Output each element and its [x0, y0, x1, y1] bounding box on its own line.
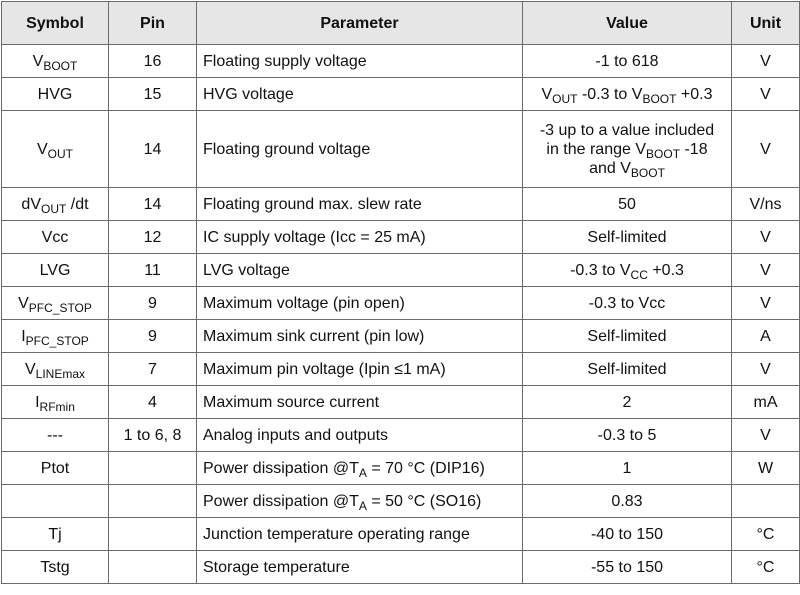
pin-cell: 15	[109, 78, 197, 111]
value-cell: $V_{OUT}$ -0.3 to $V_{BOOT} +0.3$	[523, 78, 732, 111]
symbol-cell: $I_{RFmin}$	[2, 386, 109, 419]
symbol-cell: Tj	[2, 518, 109, 551]
value-cell: -40 to 150	[523, 518, 732, 551]
header-row	[2, 2, 800, 45]
parameter-cell: HVG voltage	[197, 78, 523, 111]
symbol-cell: $V_{OUT}$	[2, 111, 109, 188]
unit-cell: mA	[732, 386, 800, 419]
value-cell: Self-limited	[523, 221, 732, 254]
symbol-cell: ---	[2, 419, 109, 452]
value-cell: Self-limited	[523, 320, 732, 353]
unit-cell: V	[732, 287, 800, 320]
header-unit: Unit	[732, 2, 800, 45]
parameter-cell: Storage temperature	[197, 551, 523, 584]
value-cell: -55 to 150	[523, 551, 732, 584]
pin-cell: 14	[109, 188, 197, 221]
symbol-cell: $I_{PFC\_STOP}$	[2, 320, 109, 353]
value-cell: -1 to 618	[523, 45, 732, 78]
absolute-maximum-ratings-table	[1, 1, 800, 584]
parameter-cell: Power dissipation $@T_A = 50$ °C (SO16)	[197, 485, 523, 518]
header-value: Value	[523, 2, 732, 45]
table-row	[2, 45, 800, 78]
header-symbol: Symbol	[2, 2, 109, 45]
table-row	[2, 452, 800, 485]
pin-cell: 4	[109, 386, 197, 419]
symbol-cell: Vcc	[2, 221, 109, 254]
table-row	[2, 386, 800, 419]
symbol-cell: $V_{LINEmax}$	[2, 353, 109, 386]
parameter-cell: Maximum pin voltage (Ipin ≤1 mA)	[197, 353, 523, 386]
table-row	[2, 485, 800, 518]
unit-cell: V	[732, 45, 800, 78]
table-row	[2, 287, 800, 320]
symbol-cell: $dV_{OUT}$ /dt	[2, 188, 109, 221]
value-cell: -0.3 to 5	[523, 419, 732, 452]
parameter-cell: Junction temperature operating range	[197, 518, 523, 551]
table-row	[2, 78, 800, 111]
unit-cell: V	[732, 419, 800, 452]
value-cell: 50	[523, 188, 732, 221]
table-row	[2, 221, 800, 254]
table-row	[2, 188, 800, 221]
header-pin: Pin	[109, 2, 197, 45]
pin-cell: 12	[109, 221, 197, 254]
symbol-cell	[2, 485, 109, 518]
table-row	[2, 254, 800, 287]
value-cell: 0.83	[523, 485, 732, 518]
symbol-cell: $V_{BOOT}$	[2, 45, 109, 78]
pin-cell: 14	[109, 111, 197, 188]
symbol-cell: $V_{PFC\_STOP}$	[2, 287, 109, 320]
unit-cell: V	[732, 111, 800, 188]
symbol-cell: Ptot	[2, 452, 109, 485]
pin-cell	[109, 485, 197, 518]
pin-cell	[109, 518, 197, 551]
unit-cell: V	[732, 221, 800, 254]
parameter-cell: Analog inputs and outputs	[197, 419, 523, 452]
unit-cell: A	[732, 320, 800, 353]
parameter-cell: Maximum voltage (pin open)	[197, 287, 523, 320]
value-cell: -0.3 to Vcc	[523, 287, 732, 320]
parameter-cell: LVG voltage	[197, 254, 523, 287]
pin-cell: 9	[109, 320, 197, 353]
parameter-cell: Maximum sink current (pin low)	[197, 320, 523, 353]
parameter-cell: Power dissipation $@T_A = 70$ °C (DIP16)	[197, 452, 523, 485]
pin-cell: 16	[109, 45, 197, 78]
parameter-cell: Floating ground max. slew rate	[197, 188, 523, 221]
unit-cell: V	[732, 254, 800, 287]
pin-cell: 9	[109, 287, 197, 320]
parameter-cell: Floating ground voltage	[197, 111, 523, 188]
unit-cell: °C	[732, 551, 800, 584]
parameter-cell: Floating supply voltage	[197, 45, 523, 78]
pin-cell	[109, 551, 197, 584]
unit-cell: °C	[732, 518, 800, 551]
header-parameter: Parameter	[197, 2, 523, 45]
parameter-cell: IC supply voltage (Icc = 25 mA)	[197, 221, 523, 254]
symbol-cell: HVG	[2, 78, 109, 111]
parameter-cell: Maximum source current	[197, 386, 523, 419]
table-row	[2, 111, 800, 188]
unit-cell: V/ns	[732, 188, 800, 221]
symbol-cell: Tstg	[2, 551, 109, 584]
value-cell: 2	[523, 386, 732, 419]
table-row	[2, 551, 800, 584]
value-cell: 1	[523, 452, 732, 485]
pin-cell: 11	[109, 254, 197, 287]
pin-cell: 1 to 6, 8	[109, 419, 197, 452]
unit-cell	[732, 485, 800, 518]
value-cell: Self-limited	[523, 353, 732, 386]
table-row	[2, 518, 800, 551]
pin-cell: 7	[109, 353, 197, 386]
unit-cell: W	[732, 452, 800, 485]
table-row	[2, 419, 800, 452]
symbol-cell: LVG	[2, 254, 109, 287]
unit-cell: V	[732, 353, 800, 386]
pin-cell	[109, 452, 197, 485]
table-row	[2, 353, 800, 386]
value-cell: -0.3 to $V_{CC} +0.3$	[523, 254, 732, 287]
table-row	[2, 320, 800, 353]
value-cell: -3 up to a value included in the range $V_{BOOT}$ -18 and $V_{BOOT}$	[523, 111, 732, 188]
unit-cell: V	[732, 78, 800, 111]
